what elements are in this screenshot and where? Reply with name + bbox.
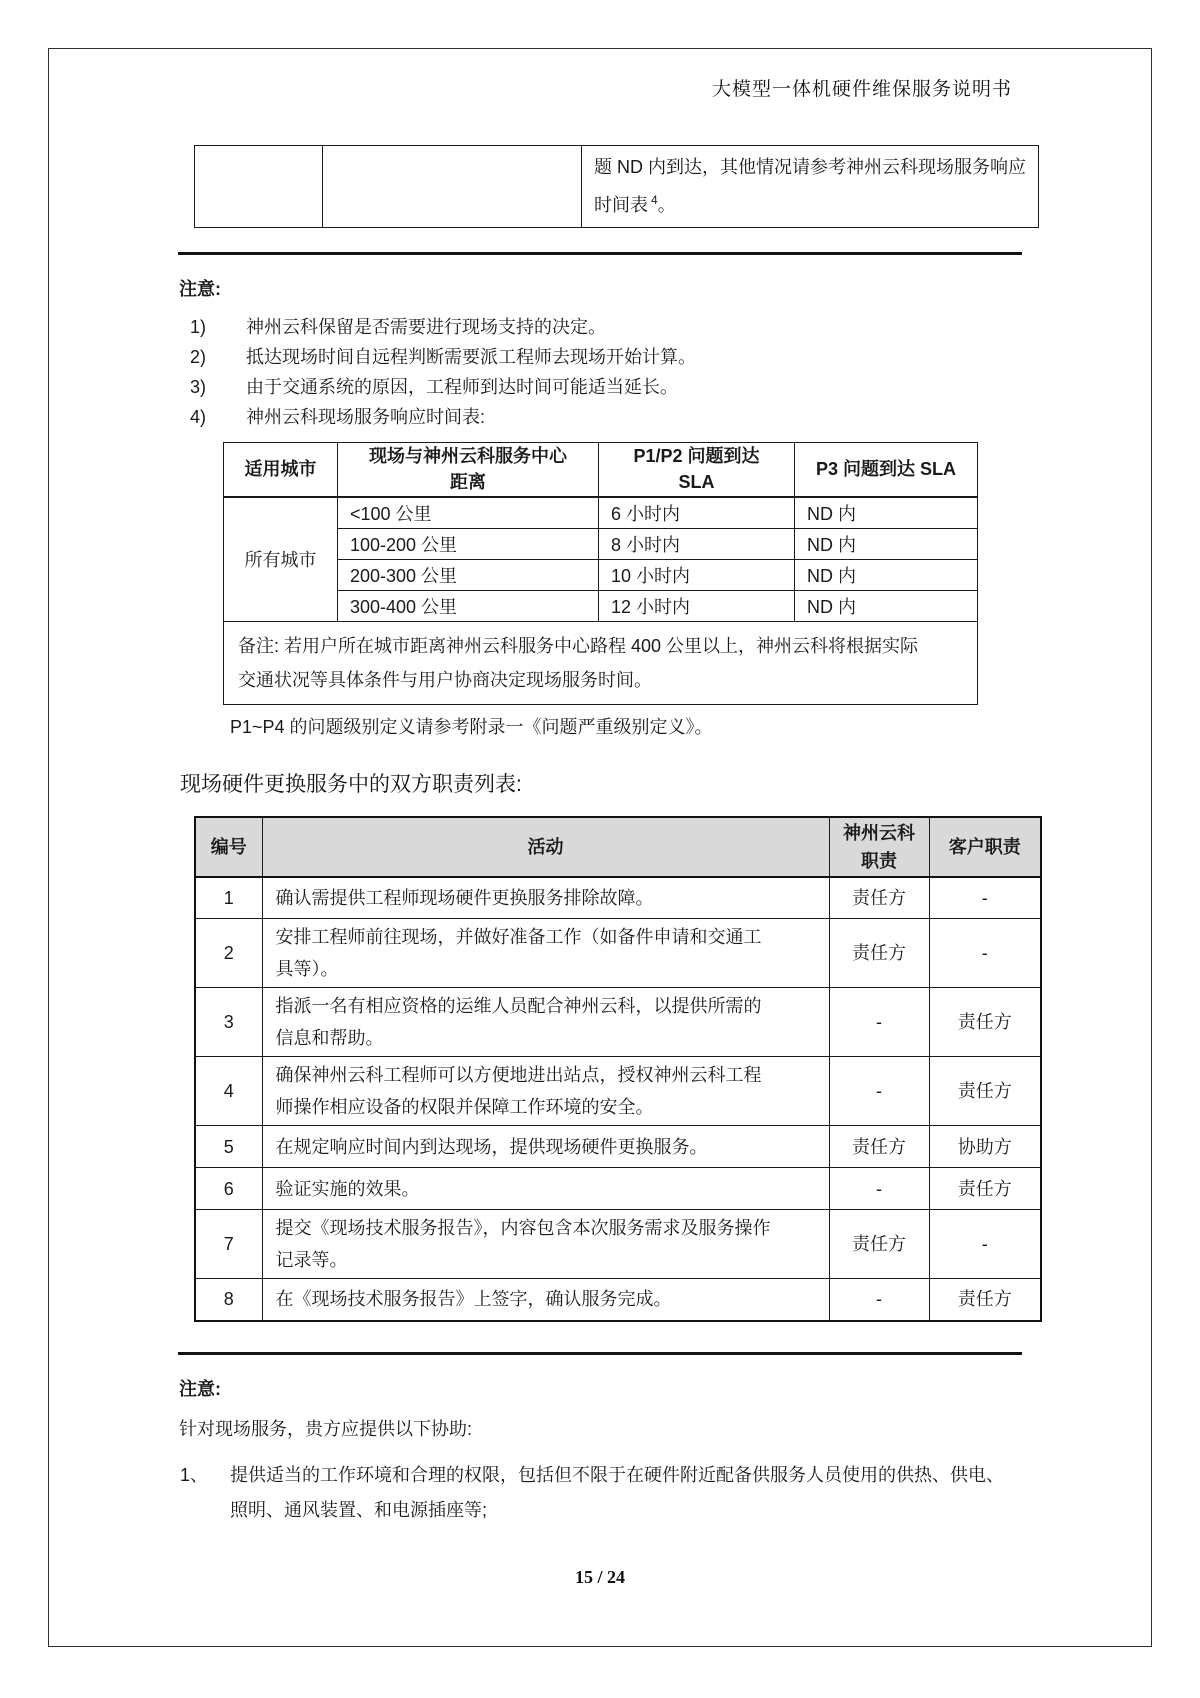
p3-sla-cell: ND 内 (795, 528, 978, 559)
notes-bottom-label: 注意: (179, 1378, 221, 1399)
continued-cell-text (582, 146, 1039, 228)
list-item-number: 1、 (180, 1464, 209, 1485)
section-divider-bottom (178, 1352, 1022, 1355)
list-item-number: 4) (190, 407, 207, 427)
list-item (190, 342, 1151, 372)
activity-text: 验证实施的效果。 (275, 1178, 420, 1199)
activity-cell (262, 1126, 829, 1168)
column-header-distance (338, 443, 599, 497)
row-number-cell: 4 (195, 1057, 262, 1126)
list-item-number: 2) (190, 347, 207, 367)
table-row (195, 1057, 1041, 1126)
table-header-row (224, 443, 978, 497)
p1p2-sla-cell: 12 小时内 (599, 590, 795, 621)
column-header-activity: 活动 (262, 817, 829, 877)
table-row (195, 919, 1041, 988)
table-row (195, 146, 1039, 228)
responsibilities-table (194, 816, 1042, 1322)
column-header-label: 现场与神州云科服务中心距离 (369, 446, 567, 493)
table-note-text: 备注: 若用户所在城市距离神州云科服务中心路程 400 公里以上，神州云科将根据实际交通状况等具体条件与用户协商决定现场服务时间。 (238, 635, 919, 690)
row-number-cell: 7 (195, 1210, 262, 1279)
customer-duty-cell: 责任方 (929, 1057, 1041, 1126)
document-title: 大模型一体机硬件维保服务说明书 (711, 79, 1012, 100)
problem-levels-note: P1~P4 的问题级别定义请参考附录一《问题严重级别定义》。 (230, 716, 713, 737)
p3-sla-cell: ND 内 (795, 497, 978, 529)
table-header-row (195, 817, 1041, 877)
column-header-p3-sla (795, 443, 978, 497)
table-row (195, 1279, 1041, 1321)
column-header-p1p2-sla (599, 443, 795, 497)
activity-text: 在《现场技术服务报告》上签字，确认服务完成。 (275, 1289, 672, 1310)
continued-cell-empty-1 (195, 146, 323, 228)
table-row (224, 559, 978, 590)
activity-text: 在规定响应时间内到达现场，提供现场硬件更换服务。 (275, 1136, 708, 1157)
table-row (195, 1168, 1041, 1210)
city-cell: 所有城市 (224, 497, 338, 622)
list-item-text: 神州云科保留是否需要进行现场支持的决定。 (246, 317, 606, 337)
dc-duty-cell: - (829, 1279, 929, 1321)
row-number-cell: 2 (195, 919, 262, 988)
dc-duty-cell: 责任方 (829, 919, 929, 988)
table-note-row (224, 621, 978, 704)
table-row (224, 497, 978, 529)
list-item (180, 1458, 1151, 1528)
customer-duty-cell: - (929, 1210, 1041, 1279)
p1p2-sla-cell: 10 小时内 (599, 559, 795, 590)
customer-duty-cell: - (929, 877, 1041, 919)
column-header-label: P3 问题到达 SLA (815, 459, 957, 480)
section-title: 现场硬件更换服务中的双方职责列表: (180, 772, 522, 796)
table-row (195, 1210, 1041, 1279)
p1p2-sla-cell: 8 小时内 (599, 528, 795, 559)
continued-table (194, 145, 1039, 228)
activity-cell (262, 1279, 829, 1321)
activity-text: 确保神州云科工程师可以方便地进出站点，授权神州云科工程师操作相应设备的权限并保障工作环境的安全。 (275, 1065, 762, 1117)
activity-text: 确认需提供工程师现场硬件更换服务排除故障。 (275, 887, 654, 908)
column-header-city (224, 443, 338, 497)
list-item-text: 提供适当的工作环境和合理的权限，包括但不限于在硬件附近配备供服务人员使用的供热、供电、照明、通风装置、和电源插座等; (230, 1464, 1004, 1520)
list-item-text: 抵达现场时间自远程判断需要派工程师去现场开始计算。 (246, 347, 696, 367)
document-page (48, 48, 1152, 1647)
dc-duty-cell: 责任方 (829, 1126, 929, 1168)
continued-text: 题 ND 内到达，其他情况请参考神州云科现场服务响应时间表 (594, 157, 1026, 215)
page-number: 15 / 24 (574, 1567, 625, 1587)
row-number-cell: 3 (195, 988, 262, 1057)
activity-cell (262, 988, 829, 1057)
continued-cell-empty-2 (323, 146, 582, 228)
customer-duty-cell: 责任方 (929, 1279, 1041, 1321)
row-number-cell: 5 (195, 1126, 262, 1168)
distance-cell: 300-400 公里 (338, 590, 599, 621)
list-item-number: 1) (190, 317, 207, 337)
column-header-customer-duty: 客户职责 (929, 817, 1041, 877)
activity-cell (262, 877, 829, 919)
distance-cell: <100 公里 (338, 497, 599, 529)
activity-cell (262, 919, 829, 988)
table-row (195, 877, 1041, 919)
row-number-cell: 1 (195, 877, 262, 919)
list-item-text: 神州云科现场服务响应时间表: (246, 407, 485, 427)
customer-duty-cell: 协助方 (929, 1126, 1041, 1168)
table-row (224, 528, 978, 559)
p3-sla-cell: ND 内 (795, 590, 978, 621)
dc-duty-cell: - (829, 988, 929, 1057)
page-header (49, 79, 1012, 101)
distance-cell: 100-200 公里 (338, 528, 599, 559)
customer-duty-cell: 责任方 (929, 1168, 1041, 1210)
sla-response-time-table (223, 442, 978, 705)
table-row (195, 988, 1041, 1057)
column-header-label: P1/P2 问题到达 SLA (633, 446, 760, 493)
p3-sla-cell: ND 内 (795, 559, 978, 590)
list-item-number: 3) (190, 377, 207, 397)
activity-text: 安排工程师前往现场，并做好准备工作（如备件申请和交通工具等）。 (275, 927, 762, 979)
activity-cell (262, 1057, 829, 1126)
table-note-cell (224, 621, 978, 704)
dc-duty-cell: - (829, 1168, 929, 1210)
column-header-no: 编号 (195, 817, 262, 877)
customer-duty-cell: 责任方 (929, 988, 1041, 1057)
customer-duty-cell: - (929, 919, 1041, 988)
list-item (190, 372, 1151, 402)
table-row (195, 1126, 1041, 1168)
p1p2-sla-cell: 6 小时内 (599, 497, 795, 529)
table-row (224, 590, 978, 621)
list-item (190, 312, 1151, 342)
activity-text: 指派一名有相应资格的运维人员配合神州云科，以提供所需的信息和帮助。 (275, 996, 762, 1048)
notes-bottom-intro: 针对现场服务，贵方应提供以下协助: (179, 1418, 472, 1439)
dc-duty-cell: 责任方 (829, 1210, 929, 1279)
column-header-dc-duty (829, 817, 929, 877)
dc-duty-cell: 责任方 (829, 877, 929, 919)
column-header-label: 适用城市 (244, 459, 317, 480)
section-divider-top (178, 252, 1022, 255)
activity-cell (262, 1168, 829, 1210)
list-item-text: 由于交通系统的原因，工程师到达时间可能适当延长。 (246, 377, 678, 397)
footnote-reference: 4 (651, 193, 658, 207)
dc-duty-cell: - (829, 1057, 929, 1126)
activity-text: 提交《现场技术服务报告》，内容包含本次服务需求及服务操作记录等。 (275, 1218, 771, 1270)
distance-cell: 200-300 公里 (338, 559, 599, 590)
notes-top-list (190, 312, 1151, 432)
row-number-cell: 8 (195, 1279, 262, 1321)
column-header-label: 神州云科职责 (843, 822, 915, 871)
list-item (190, 402, 1151, 432)
notes-top-label: 注意: (179, 279, 221, 299)
activity-cell (262, 1210, 829, 1279)
row-number-cell: 6 (195, 1168, 262, 1210)
continued-text-suffix: 。 (657, 195, 676, 215)
